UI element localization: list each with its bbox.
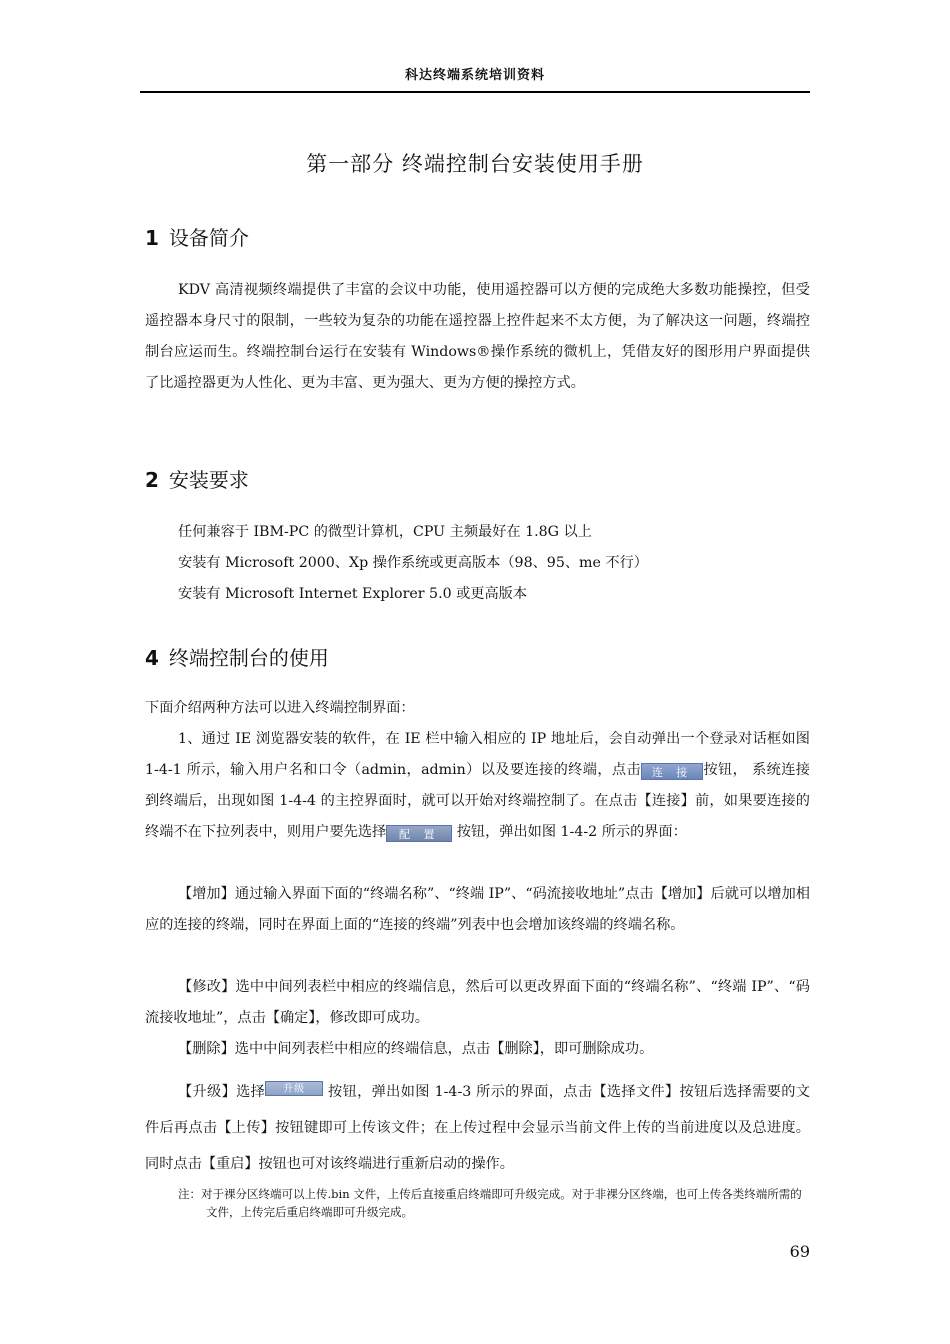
footnote: 注：对于裸分区终端可以上传.bin 文件，上传后直接重启终端即可升级完成。对于非裸分区终端，也可上传各类终端所需的文件，上传完后重启终端即可升级完成。	[178, 1187, 802, 1219]
method1-paragraph	[145, 724, 810, 848]
requirement-item: 安装有 Microsoft Internet Explorer 5.0 或更高版本	[178, 586, 528, 602]
delete-paragraph: 【删除】选中中间列表栏中相应的终端信息，点击【删除】，即可删除成功。	[178, 1041, 654, 1057]
section-heading-4	[145, 642, 329, 671]
upgrade-text-b: 按钮，弹出如图 1-4-3 所示的界面，点击【选择文件】按钮后选择需要的文件后再点击【上传】按钮键即可上传该文件；在上传过程中会显示当前文件上传的当前进度以及总进度。同时点击【重启】按钮也可对该终端进行重新启动的操作。	[145, 1084, 810, 1172]
intro-paragraph: KDV 高清视频终端提供了丰富的会议中功能，使用遥控器可以方便的完成绝大多数功能操控，但受遥控器本身尺寸的限制，一些较为复杂的功能在遥控器上控件起来不太方便，为了解决这一问题，终端控制台应运而生。终端控制台运行在安装有 Windows®操作系统的微机上，凭借友好的图形用户界面提供了比遥控器更为人性化、更为丰富、更为强大、更为方便的操控方式。	[145, 282, 810, 391]
section-title: 终端控制台的使用	[168, 646, 329, 670]
method1-text-a: 1、通过 IE 浏览器安装的软件，在 IE 栏中输入相应的 IP 地址后，会自动弹出一个登录对话框如图 1-4-1 所示，输入用户名和口令（admin，admin）以及要连接的终端，点击	[145, 731, 810, 778]
section-title: 安装要求	[168, 468, 249, 492]
section-number: 1	[145, 226, 159, 250]
add-paragraph: 【增加】通过输入界面下面的“终端名称”、“终端 IP”、“码流接收地址”点击【增加】后就可以增加相应的连接的终端，同时在界面上面的“连接的终端”列表中也会增加该终端的终端名称。	[145, 886, 810, 933]
upgrade-paragraph	[145, 1074, 810, 1182]
method1-text-b: 按钮， 系统连接到终端后，出现如图 1-4-4 的主控界面时，就可以开始对终端控制了。在点击【连接】前，如果要连接的终端不在下拉列表中，则用户要先选择	[145, 762, 810, 840]
header-rule	[140, 91, 810, 93]
part-title: 第一部分 终端控制台安装使用手册	[306, 152, 644, 176]
requirement-item: 任何兼容于 IBM-PC 的微型计算机，CPU 主频最好在 1.8G 以上	[178, 524, 592, 540]
upgrade-text-a: 【升级】选择	[178, 1084, 266, 1100]
page-number: 69	[789, 1242, 810, 1261]
section-number: 2	[145, 468, 159, 492]
section-number: 4	[145, 646, 159, 670]
section-title: 设备简介	[168, 226, 249, 250]
requirement-item: 安装有 Microsoft 2000、Xp 操作系统或更高版本（98、95、me 不行）	[178, 555, 648, 571]
upgrade-button-image: 升级	[265, 1081, 323, 1096]
connect-button-image: 连 接	[641, 763, 703, 780]
config-button-image: 配 置	[386, 825, 452, 842]
method1-text-c: 按钮，弹出如图 1-4-2 所示的界面：	[452, 824, 687, 840]
running-header: 科达终端系统培训资料	[404, 68, 545, 83]
section-heading-1	[145, 222, 249, 251]
usage-intro: 下面介绍两种方法可以进入终端控制界面：	[145, 700, 415, 716]
section-heading-2	[145, 464, 249, 493]
modify-paragraph: 【修改】选中中间列表栏中相应的终端信息，然后可以更改界面下面的“终端名称”、“终端 IP”、“码流接收地址”，点击【确定】，修改即可成功。	[145, 979, 810, 1026]
